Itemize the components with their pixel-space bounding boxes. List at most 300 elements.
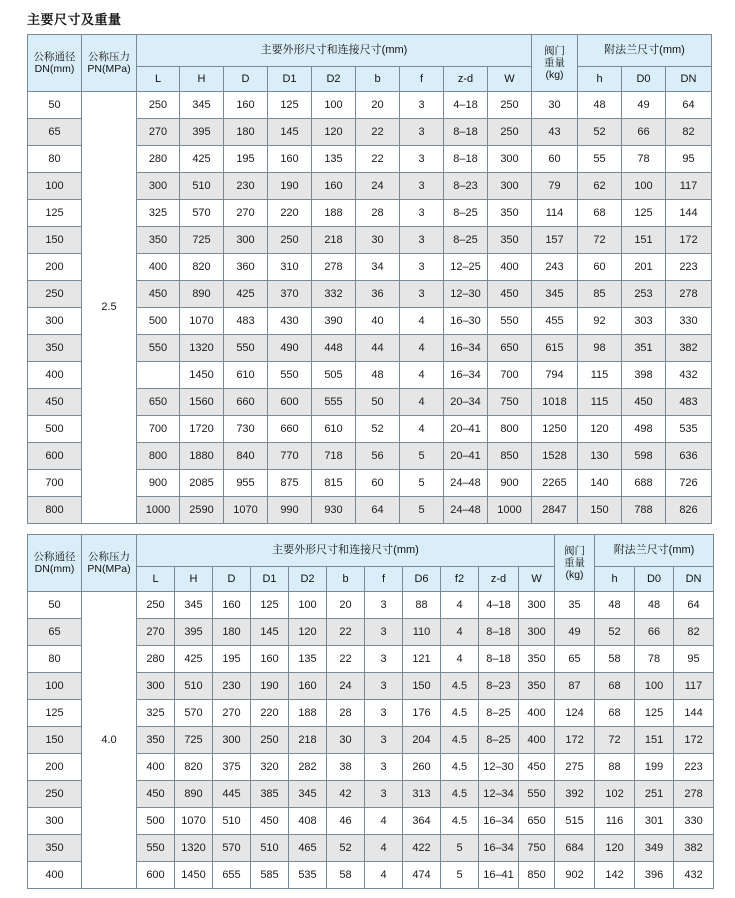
value-cell: 278 (674, 781, 714, 808)
value-cell: 350 (488, 200, 532, 227)
value-cell: 455 (532, 308, 578, 335)
value-cell: 230 (213, 673, 251, 700)
value-cell: 432 (674, 862, 714, 889)
value-cell: 850 (488, 443, 532, 470)
value-cell: 550 (488, 308, 532, 335)
value-cell: 900 (488, 470, 532, 497)
value-cell: 3 (400, 254, 444, 281)
value-cell: 4 (365, 862, 403, 889)
value-cell: 50 (356, 389, 400, 416)
value-cell: 725 (175, 727, 213, 754)
value-cell: 432 (666, 362, 712, 389)
header-flange: 附法兰尺寸(mm) (578, 35, 712, 67)
value-cell: 1720 (180, 416, 224, 443)
value-cell: 900 (137, 470, 180, 497)
value-cell: 115 (578, 362, 622, 389)
value-cell: 400 (137, 254, 180, 281)
value-cell: 2590 (180, 497, 224, 524)
value-cell: 172 (666, 227, 712, 254)
value-cell: 253 (622, 281, 666, 308)
value-cell: 930 (312, 497, 356, 524)
value-cell: 102 (595, 781, 635, 808)
value-cell: 188 (289, 700, 327, 727)
dn-cell: 800 (28, 497, 82, 524)
value-cell: 270 (137, 619, 175, 646)
value-cell: 250 (268, 227, 312, 254)
value-cell: 320 (251, 754, 289, 781)
value-cell: 12–30 (479, 754, 519, 781)
value-cell: 88 (403, 592, 441, 619)
value-cell: 65 (555, 646, 595, 673)
value-cell: 598 (622, 443, 666, 470)
value-cell: 392 (555, 781, 595, 808)
value-cell: 72 (578, 227, 622, 254)
column-header: D2 (289, 567, 327, 592)
value-cell: 55 (578, 146, 622, 173)
value-cell: 300 (488, 146, 532, 173)
column-header: D6 (403, 567, 441, 592)
value-cell: 1880 (180, 443, 224, 470)
dn-cell: 250 (28, 781, 82, 808)
column-header: D (213, 567, 251, 592)
dn-cell: 300 (28, 308, 82, 335)
value-cell: 20–41 (444, 416, 488, 443)
value-cell: 330 (666, 308, 712, 335)
value-cell: 1320 (175, 835, 213, 862)
value-cell: 370 (268, 281, 312, 308)
value-cell: 150 (578, 497, 622, 524)
value-cell: 160 (289, 673, 327, 700)
value-cell: 22 (356, 119, 400, 146)
value-cell: 58 (595, 646, 635, 673)
value-cell: 16–30 (444, 308, 488, 335)
value-cell: 64 (674, 592, 714, 619)
header-pn: 公称压力 PN(MPa) (82, 35, 137, 92)
column-header: b (327, 567, 365, 592)
value-cell: 250 (137, 92, 180, 119)
dn-cell: 150 (28, 727, 82, 754)
value-cell: 145 (268, 119, 312, 146)
value-cell: 5 (441, 835, 479, 862)
value-cell: 251 (635, 781, 674, 808)
value-cell: 3 (365, 619, 403, 646)
value-cell: 30 (532, 92, 578, 119)
value-cell: 20–34 (444, 389, 488, 416)
value-cell: 278 (666, 281, 712, 308)
value-cell: 474 (403, 862, 441, 889)
dn-cell: 300 (28, 808, 82, 835)
value-cell: 300 (213, 727, 251, 754)
value-cell: 125 (635, 700, 674, 727)
value-cell: 8–23 (444, 173, 488, 200)
value-cell: 300 (519, 619, 555, 646)
value-cell: 16–34 (479, 808, 519, 835)
value-cell: 36 (356, 281, 400, 308)
value-cell: 385 (251, 781, 289, 808)
value-cell: 151 (635, 727, 674, 754)
value-cell: 890 (175, 781, 213, 808)
value-cell (137, 362, 180, 389)
value-cell: 4 (400, 308, 444, 335)
value-cell: 130 (578, 443, 622, 470)
dn-cell: 400 (28, 862, 82, 889)
value-cell: 425 (175, 646, 213, 673)
value-cell: 280 (137, 146, 180, 173)
header-dn: 公称通径 DN(mm) (28, 35, 82, 92)
value-cell: 22 (327, 646, 365, 673)
value-cell: 87 (555, 673, 595, 700)
value-cell: 250 (137, 592, 175, 619)
value-cell: 52 (327, 835, 365, 862)
value-cell: 310 (268, 254, 312, 281)
value-cell: 121 (403, 646, 441, 673)
dn-cell: 350 (28, 835, 82, 862)
value-cell: 117 (666, 173, 712, 200)
column-header: b (356, 67, 400, 92)
value-cell: 425 (224, 281, 268, 308)
value-cell: 8–18 (444, 146, 488, 173)
value-cell: 555 (312, 389, 356, 416)
value-cell: 382 (666, 335, 712, 362)
value-cell: 483 (666, 389, 712, 416)
value-cell: 1450 (180, 362, 224, 389)
spec-table-pn40 (27, 534, 714, 889)
value-cell: 275 (555, 754, 595, 781)
value-cell: 345 (289, 781, 327, 808)
value-cell: 230 (224, 173, 268, 200)
value-cell: 117 (674, 673, 714, 700)
value-cell: 2847 (532, 497, 578, 524)
column-header: z-d (479, 567, 519, 592)
value-cell: 510 (213, 808, 251, 835)
value-cell: 35 (555, 592, 595, 619)
header-main-dimensions: 主要外形尺寸和连接尺寸(mm) (137, 535, 555, 567)
value-cell: 408 (289, 808, 327, 835)
value-cell: 4.5 (441, 673, 479, 700)
value-cell: 1070 (180, 308, 224, 335)
value-cell: 82 (666, 119, 712, 146)
value-cell: 48 (635, 592, 674, 619)
value-cell: 450 (137, 781, 175, 808)
value-cell: 34 (356, 254, 400, 281)
value-cell: 22 (356, 146, 400, 173)
value-cell: 88 (595, 754, 635, 781)
value-cell: 684 (555, 835, 595, 862)
value-cell: 72 (595, 727, 635, 754)
dn-cell: 500 (28, 416, 82, 443)
value-cell: 450 (519, 754, 555, 781)
value-cell: 56 (356, 443, 400, 470)
value-cell: 585 (251, 862, 289, 889)
value-cell: 66 (622, 119, 666, 146)
value-cell: 42 (327, 781, 365, 808)
value-cell: 425 (180, 146, 224, 173)
value-cell: 270 (213, 700, 251, 727)
dn-cell: 80 (28, 146, 82, 173)
value-cell: 650 (519, 808, 555, 835)
value-cell: 85 (578, 281, 622, 308)
value-cell: 3 (400, 92, 444, 119)
value-cell: 49 (622, 92, 666, 119)
value-cell: 64 (666, 92, 712, 119)
value-cell: 95 (674, 646, 714, 673)
table-row (28, 92, 712, 119)
value-cell: 550 (268, 362, 312, 389)
value-cell: 550 (224, 335, 268, 362)
value-cell: 125 (622, 200, 666, 227)
column-header: H (175, 567, 213, 592)
header-weight: 阀门 重量 (kg) (532, 35, 578, 92)
value-cell: 5 (400, 443, 444, 470)
value-cell: 12–34 (479, 781, 519, 808)
value-cell: 8–18 (444, 119, 488, 146)
value-cell: 116 (595, 808, 635, 835)
value-cell: 400 (488, 254, 532, 281)
value-cell: 5 (400, 497, 444, 524)
value-cell: 66 (635, 619, 674, 646)
dn-cell: 200 (28, 754, 82, 781)
value-cell: 990 (268, 497, 312, 524)
value-cell: 243 (532, 254, 578, 281)
value-cell: 815 (312, 470, 356, 497)
dn-cell: 125 (28, 200, 82, 227)
value-cell: 535 (289, 862, 327, 889)
value-cell: 1000 (488, 497, 532, 524)
value-cell: 350 (137, 227, 180, 254)
value-cell: 345 (532, 281, 578, 308)
value-cell: 4 (400, 362, 444, 389)
value-cell: 60 (356, 470, 400, 497)
dn-cell: 80 (28, 646, 82, 673)
value-cell: 655 (213, 862, 251, 889)
value-cell: 500 (137, 308, 180, 335)
value-cell: 98 (578, 335, 622, 362)
value-cell: 770 (268, 443, 312, 470)
value-cell: 718 (312, 443, 356, 470)
value-cell: 157 (532, 227, 578, 254)
value-cell: 100 (635, 673, 674, 700)
value-cell: 350 (137, 727, 175, 754)
value-cell: 280 (137, 646, 175, 673)
value-cell: 600 (268, 389, 312, 416)
value-cell: 510 (180, 173, 224, 200)
flange-column-header: DN (674, 567, 714, 592)
value-cell: 349 (635, 835, 674, 862)
value-cell: 4 (365, 835, 403, 862)
dn-cell: 250 (28, 281, 82, 308)
dn-cell: 100 (28, 173, 82, 200)
value-cell: 325 (137, 200, 180, 227)
flange-column-header: DN (666, 67, 712, 92)
value-cell: 82 (674, 619, 714, 646)
dn-cell: 200 (28, 254, 82, 281)
value-cell: 140 (578, 470, 622, 497)
value-cell: 1450 (175, 862, 213, 889)
value-cell: 282 (289, 754, 327, 781)
value-cell: 450 (488, 281, 532, 308)
value-cell: 176 (403, 700, 441, 727)
value-cell: 3 (400, 200, 444, 227)
value-cell: 100 (622, 173, 666, 200)
value-cell: 395 (180, 119, 224, 146)
value-cell: 450 (137, 281, 180, 308)
value-cell: 190 (268, 173, 312, 200)
value-cell: 300 (519, 592, 555, 619)
value-cell: 110 (403, 619, 441, 646)
value-cell: 160 (213, 592, 251, 619)
value-cell: 788 (622, 497, 666, 524)
value-cell: 313 (403, 781, 441, 808)
dn-cell: 450 (28, 389, 82, 416)
value-cell: 160 (312, 173, 356, 200)
value-cell: 4 (441, 646, 479, 673)
dn-cell: 150 (28, 227, 82, 254)
value-cell: 4.5 (441, 781, 479, 808)
value-cell: 250 (251, 727, 289, 754)
value-cell: 955 (224, 470, 268, 497)
value-cell: 16–34 (444, 362, 488, 389)
dn-cell: 50 (28, 592, 82, 619)
value-cell: 450 (622, 389, 666, 416)
value-cell: 850 (519, 862, 555, 889)
value-cell: 303 (622, 308, 666, 335)
value-cell: 483 (224, 308, 268, 335)
value-cell: 78 (635, 646, 674, 673)
value-cell: 160 (251, 646, 289, 673)
value-cell: 4.5 (441, 808, 479, 835)
value-cell: 64 (356, 497, 400, 524)
value-cell: 270 (137, 119, 180, 146)
value-cell: 688 (622, 470, 666, 497)
value-cell: 68 (595, 673, 635, 700)
value-cell: 68 (578, 200, 622, 227)
value-cell: 700 (137, 416, 180, 443)
value-cell: 12–30 (444, 281, 488, 308)
value-cell: 1250 (532, 416, 578, 443)
value-cell: 4.5 (441, 727, 479, 754)
section-title: 主要尺寸及重量 (27, 13, 122, 28)
column-header: f (365, 567, 403, 592)
value-cell: 150 (403, 673, 441, 700)
value-cell: 135 (312, 146, 356, 173)
dn-cell: 65 (28, 619, 82, 646)
value-cell: 3 (400, 119, 444, 146)
value-cell: 135 (289, 646, 327, 673)
value-cell: 52 (578, 119, 622, 146)
value-cell: 330 (674, 808, 714, 835)
value-cell: 4.5 (441, 700, 479, 727)
value-cell: 49 (555, 619, 595, 646)
dn-cell: 125 (28, 700, 82, 727)
column-header: L (137, 67, 180, 92)
value-cell: 125 (268, 92, 312, 119)
value-cell: 301 (635, 808, 674, 835)
value-cell: 62 (578, 173, 622, 200)
value-cell: 400 (519, 700, 555, 727)
value-cell: 270 (224, 200, 268, 227)
value-cell: 180 (213, 619, 251, 646)
value-cell: 430 (268, 308, 312, 335)
value-cell: 3 (400, 227, 444, 254)
value-cell: 5 (441, 862, 479, 889)
value-cell: 28 (327, 700, 365, 727)
value-cell: 350 (519, 673, 555, 700)
value-cell: 1070 (175, 808, 213, 835)
value-cell: 4 (441, 592, 479, 619)
header-weight: 阀门 重量 (kg) (555, 535, 595, 592)
value-cell: 250 (488, 119, 532, 146)
value-cell: 48 (578, 92, 622, 119)
value-cell: 3 (365, 592, 403, 619)
dn-cell: 50 (28, 92, 82, 119)
value-cell: 68 (595, 700, 635, 727)
value-cell: 535 (666, 416, 712, 443)
value-cell: 78 (622, 146, 666, 173)
value-cell: 650 (488, 335, 532, 362)
column-header: D (224, 67, 268, 92)
value-cell: 28 (356, 200, 400, 227)
value-cell: 820 (175, 754, 213, 781)
value-cell: 395 (175, 619, 213, 646)
value-cell: 8–25 (444, 227, 488, 254)
dn-cell: 400 (28, 362, 82, 389)
value-cell: 2265 (532, 470, 578, 497)
flange-column-header: h (578, 67, 622, 92)
value-cell: 375 (213, 754, 251, 781)
value-cell: 490 (268, 335, 312, 362)
value-cell: 16–34 (444, 335, 488, 362)
value-cell: 3 (365, 781, 403, 808)
value-cell: 450 (251, 808, 289, 835)
value-cell: 190 (251, 673, 289, 700)
value-cell: 12–25 (444, 254, 488, 281)
table-row (28, 592, 714, 619)
value-cell: 390 (312, 308, 356, 335)
value-cell: 220 (268, 200, 312, 227)
value-cell: 48 (356, 362, 400, 389)
value-cell: 550 (137, 835, 175, 862)
value-cell: 8–25 (444, 200, 488, 227)
value-cell: 660 (268, 416, 312, 443)
value-cell: 610 (312, 416, 356, 443)
value-cell: 24 (356, 173, 400, 200)
value-cell: 325 (137, 700, 175, 727)
header-main-dimensions: 主要外形尺寸和连接尺寸(mm) (137, 35, 532, 67)
value-cell: 52 (356, 416, 400, 443)
value-cell: 46 (327, 808, 365, 835)
value-cell: 223 (674, 754, 714, 781)
column-header: z-d (444, 67, 488, 92)
dn-cell: 65 (28, 119, 82, 146)
value-cell: 92 (578, 308, 622, 335)
value-cell: 188 (312, 200, 356, 227)
value-cell: 445 (213, 781, 251, 808)
value-cell: 700 (488, 362, 532, 389)
value-cell: 145 (251, 619, 289, 646)
value-cell: 44 (356, 335, 400, 362)
value-cell: 60 (532, 146, 578, 173)
value-cell: 570 (180, 200, 224, 227)
value-cell: 22 (327, 619, 365, 646)
value-cell: 2085 (180, 470, 224, 497)
value-cell: 30 (356, 227, 400, 254)
value-cell: 4.5 (441, 754, 479, 781)
value-cell: 820 (180, 254, 224, 281)
value-cell: 20 (327, 592, 365, 619)
value-cell: 345 (180, 92, 224, 119)
value-cell: 1320 (180, 335, 224, 362)
value-cell: 600 (137, 862, 175, 889)
